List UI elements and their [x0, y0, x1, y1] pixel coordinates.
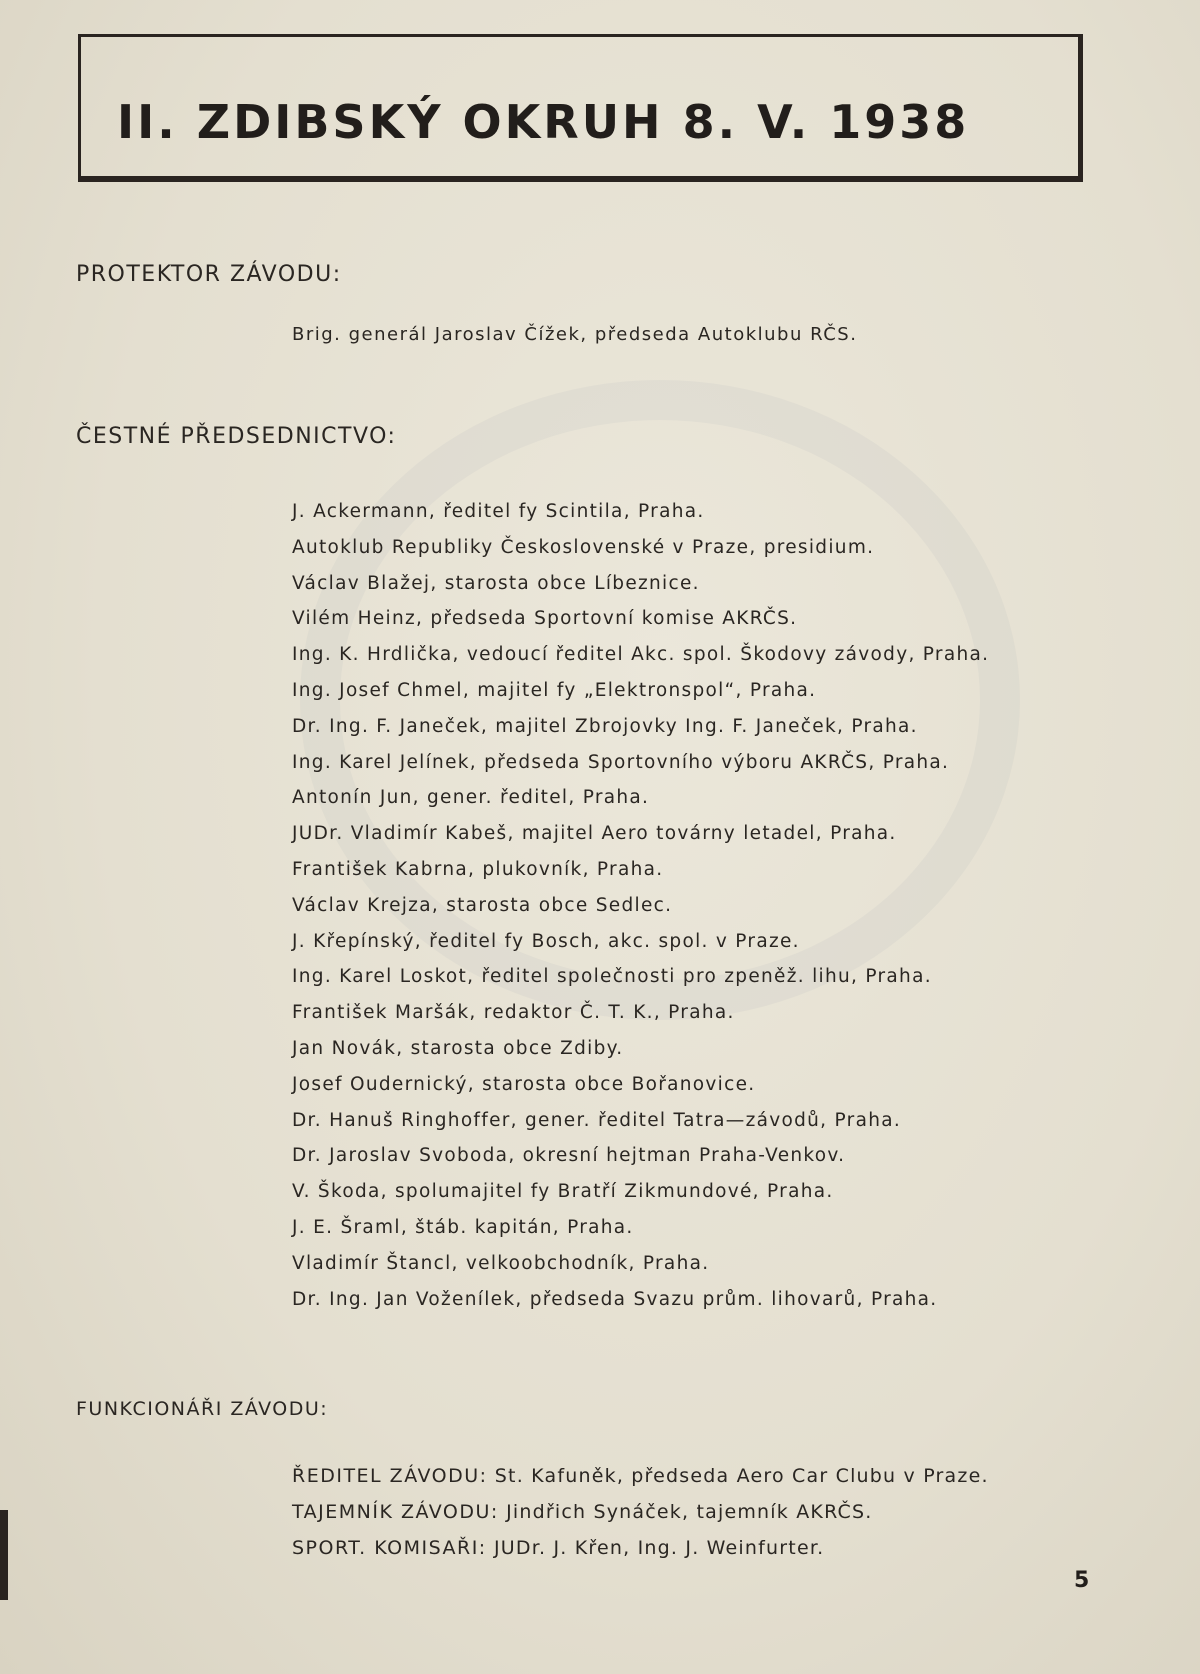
official-value: Jindřich Synáček, tajemník AKRČS. [506, 1501, 873, 1523]
list-item: J. Ackermann, ředitel fy Scintila, Praha. [292, 501, 705, 522]
official-role: TAJEMNÍK ZÁVODU: [292, 1501, 499, 1523]
list-item: Antonín Jun, gener. ředitel, Praha. [292, 787, 650, 809]
list-item: Ing. K. Hrdlička, vedoucí ředitel Akc. spol. Škodovy závody, Praha. [292, 644, 990, 666]
list-item: Jan Novák, starosta obce Zdiby. [292, 1037, 624, 1059]
list-item: Dr. Ing. F. Janeček, majitel Zbrojovky Ing. F. Janeček, Praha. [292, 715, 918, 737]
list-item: Autoklub Republiky Československé v Praze, presidium. [292, 536, 875, 558]
official-row [292, 1494, 989, 1530]
list-item: Václav Krejza, starosta obce Sedlec. [292, 894, 673, 916]
list-item: František Maršák, redaktor Č. T. K., Praha. [292, 1002, 735, 1024]
official-row [292, 1458, 989, 1494]
page-title: II. ZDIBSKÝ OKRUH 8. V. 1938 [117, 95, 970, 149]
list-item: Ing. Karel Loskot, ředitel společnosti pro zpeněž. lihu, Praha. [292, 966, 932, 988]
list-item: Dr. Ing. Jan Voženílek, předseda Svazu prům. lihovarů, Praha. [292, 1288, 938, 1310]
list-item: V. Škoda, spolumajitel fy Bratří Zikmundové, Praha. [292, 1181, 834, 1203]
list-item: Dr. Jaroslav Svoboda, okresní hejtman Praha-Venkov. [292, 1145, 846, 1167]
list-item: Ing. Karel Jelínek, předseda Sportovního výboru AKRČS, Praha. [292, 751, 950, 773]
protector-name: Brig. generál Jaroslav Čížek, předseda Autoklubu RČS. [292, 324, 858, 345]
official-row [292, 1530, 989, 1566]
honorary-board-heading: ČESTNÉ PŘEDSEDNICTVO: [76, 424, 397, 449]
official-role: SPORT. KOMISAŘI: [292, 1537, 487, 1559]
list-item: František Kabrna, plukovník, Praha. [292, 858, 664, 880]
honorary-board-list [292, 494, 989, 1317]
protector-heading: PROTEKTOR ZÁVODU: [76, 262, 342, 287]
list-item: J. E. Šraml, štáb. kapitán, Praha. [292, 1216, 634, 1238]
binding-edge-mark [0, 1510, 8, 1600]
official-role: ŘEDITEL ZÁVODU: [292, 1465, 488, 1487]
officials-heading: FUNKCIONÁŘI ZÁVODU: [76, 1398, 329, 1420]
list-item: JUDr. Vladimír Kabeš, majitel Aero továrny letadel, Praha. [292, 823, 897, 845]
officials-list [292, 1458, 989, 1566]
list-item: J. Křepínský, ředitel fy Bosch, akc. spol. v Praze. [292, 930, 800, 952]
list-item: Ing. Josef Chmel, majitel fy „Elektronspol“, Praha. [292, 679, 817, 701]
official-value: JUDr. J. Křen, Ing. J. Weinfurter. [493, 1537, 825, 1559]
list-item: Vilém Heinz, předseda Sportovní komise AKRČS. [292, 608, 798, 630]
list-item: Vladimír Štancl, velkoobchodník, Praha. [292, 1252, 710, 1274]
title-frame [78, 34, 1083, 182]
page-number: 5 [1074, 1568, 1090, 1593]
list-item: Václav Blažej, starosta obce Líbeznice. [292, 572, 700, 594]
list-item: Josef Oudernický, starosta obce Bořanovice. [292, 1073, 756, 1095]
list-item: Dr. Hanuš Ringhoffer, gener. ředitel Tatra—závodů, Praha. [292, 1109, 902, 1131]
official-value: St. Kafuněk, předseda Aero Car Clubu v Praze. [494, 1465, 989, 1487]
